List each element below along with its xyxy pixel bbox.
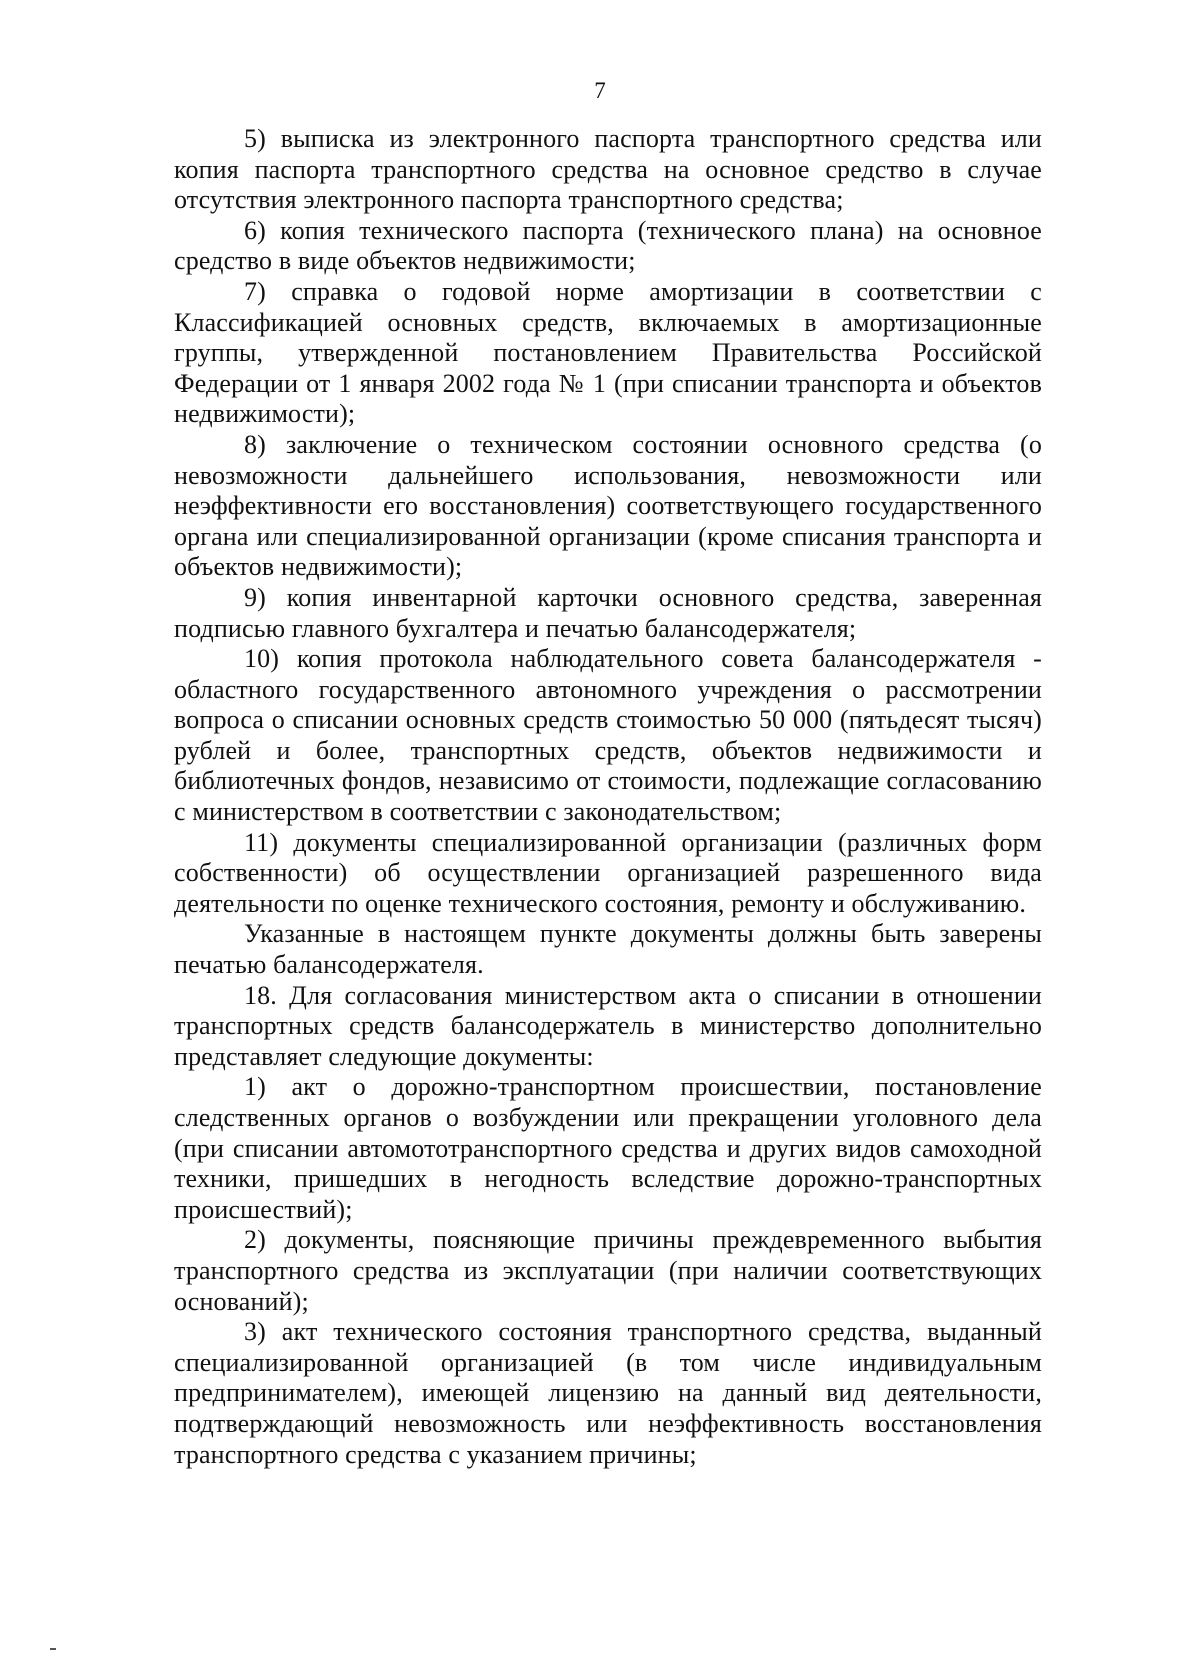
- paragraph-certification-note: Указанные в настоящем пункте документы должны быть заверены печатью балансодержателя.: [174, 919, 1042, 980]
- paragraph-item-5: 5) выписка из электронного паспорта транспортного средства или копия паспорта транспортного средства на основное средство в случае отсутствия электронного паспорта транспортного средства;: [174, 124, 1042, 215]
- paragraph-item-11: 11) документы специализированной организации (различных форм собственности) об осуществлении организацией разрешенного вида деятельности по оценке технического состояния, ремонту и обслуживанию.: [174, 827, 1042, 918]
- paragraph-clause-18-item-2: 2) документы, поясняющие причины преждевременного выбытия транспортного средства из эксплуатации (при наличии соответствующих оснований);: [174, 1225, 1042, 1316]
- document-body: [174, 124, 1042, 1470]
- paragraph-item-8: 8) заключение о техническом состоянии основного средства (о невозможности дальнейшего использования, невозможности или неэффективности его восстановления) соответствующего государственного органа или специализированной организации (кроме списания транспорта и объектов недвижимости);: [174, 429, 1042, 582]
- paragraph-item-6: 6) копия технического паспорта (технического плана) на основное средство в виде объектов недвижимости;: [174, 215, 1042, 276]
- page-number: 7: [594, 78, 606, 103]
- paragraph-item-10: 10) копия протокола наблюдательного совета балансодержателя - областного государственного автономного учреждения о рассмотрении вопроса о списании основных средств стоимостью 50 000 (пятьдесят тысяч) рублей и более, транспортных средств, объектов недвижимости и библиотечных фондов, независимо от стоимости, подлежащие согласованию с министерством в соответствии с законодательством;: [174, 644, 1042, 827]
- paragraph-clause-18-item-1: 1) акт о дорожно-транспортном происшествии, постановление следственных органов о возбуждении или прекращении уголовного дела (при списании автомототранспортного средства и других видов самоходной техники, пришедших в негодность вследствие дорожно-транспортных происшествий);: [174, 1072, 1042, 1224]
- paragraph-item-7: 7) справка о годовой норме амортизации в соответствии с Классификацией основных средств, включаемых в амортизационные группы, утвержденной постановлением Правительства Российской Федерации от 1 января 2002 года № 1 (при списании транспорта и объектов недвижимости);: [174, 276, 1042, 429]
- scan-artifact-mark: [50, 1648, 56, 1650]
- paragraph-clause-18: 18. Для согласования министерством акта о списании в отношении транспортных средств балансодержатель в министерство дополнительно представляет следующие документы:: [174, 980, 1042, 1071]
- paragraph-clause-18-item-3: 3) акт технического состояния транспортного средства, выданный специализированной организацией (в том числе индивидуальным предпринимателем), имеющей лицензию на данный вид деятельности, подтверждающий невозможность или неэффективность восстановления транспортного средства с указанием причины;: [174, 1317, 1042, 1469]
- paragraph-item-9: 9) копия инвентарной карточки основного средства, заверенная подписью главного бухгалтера и печатью балансодержателя;: [174, 582, 1042, 643]
